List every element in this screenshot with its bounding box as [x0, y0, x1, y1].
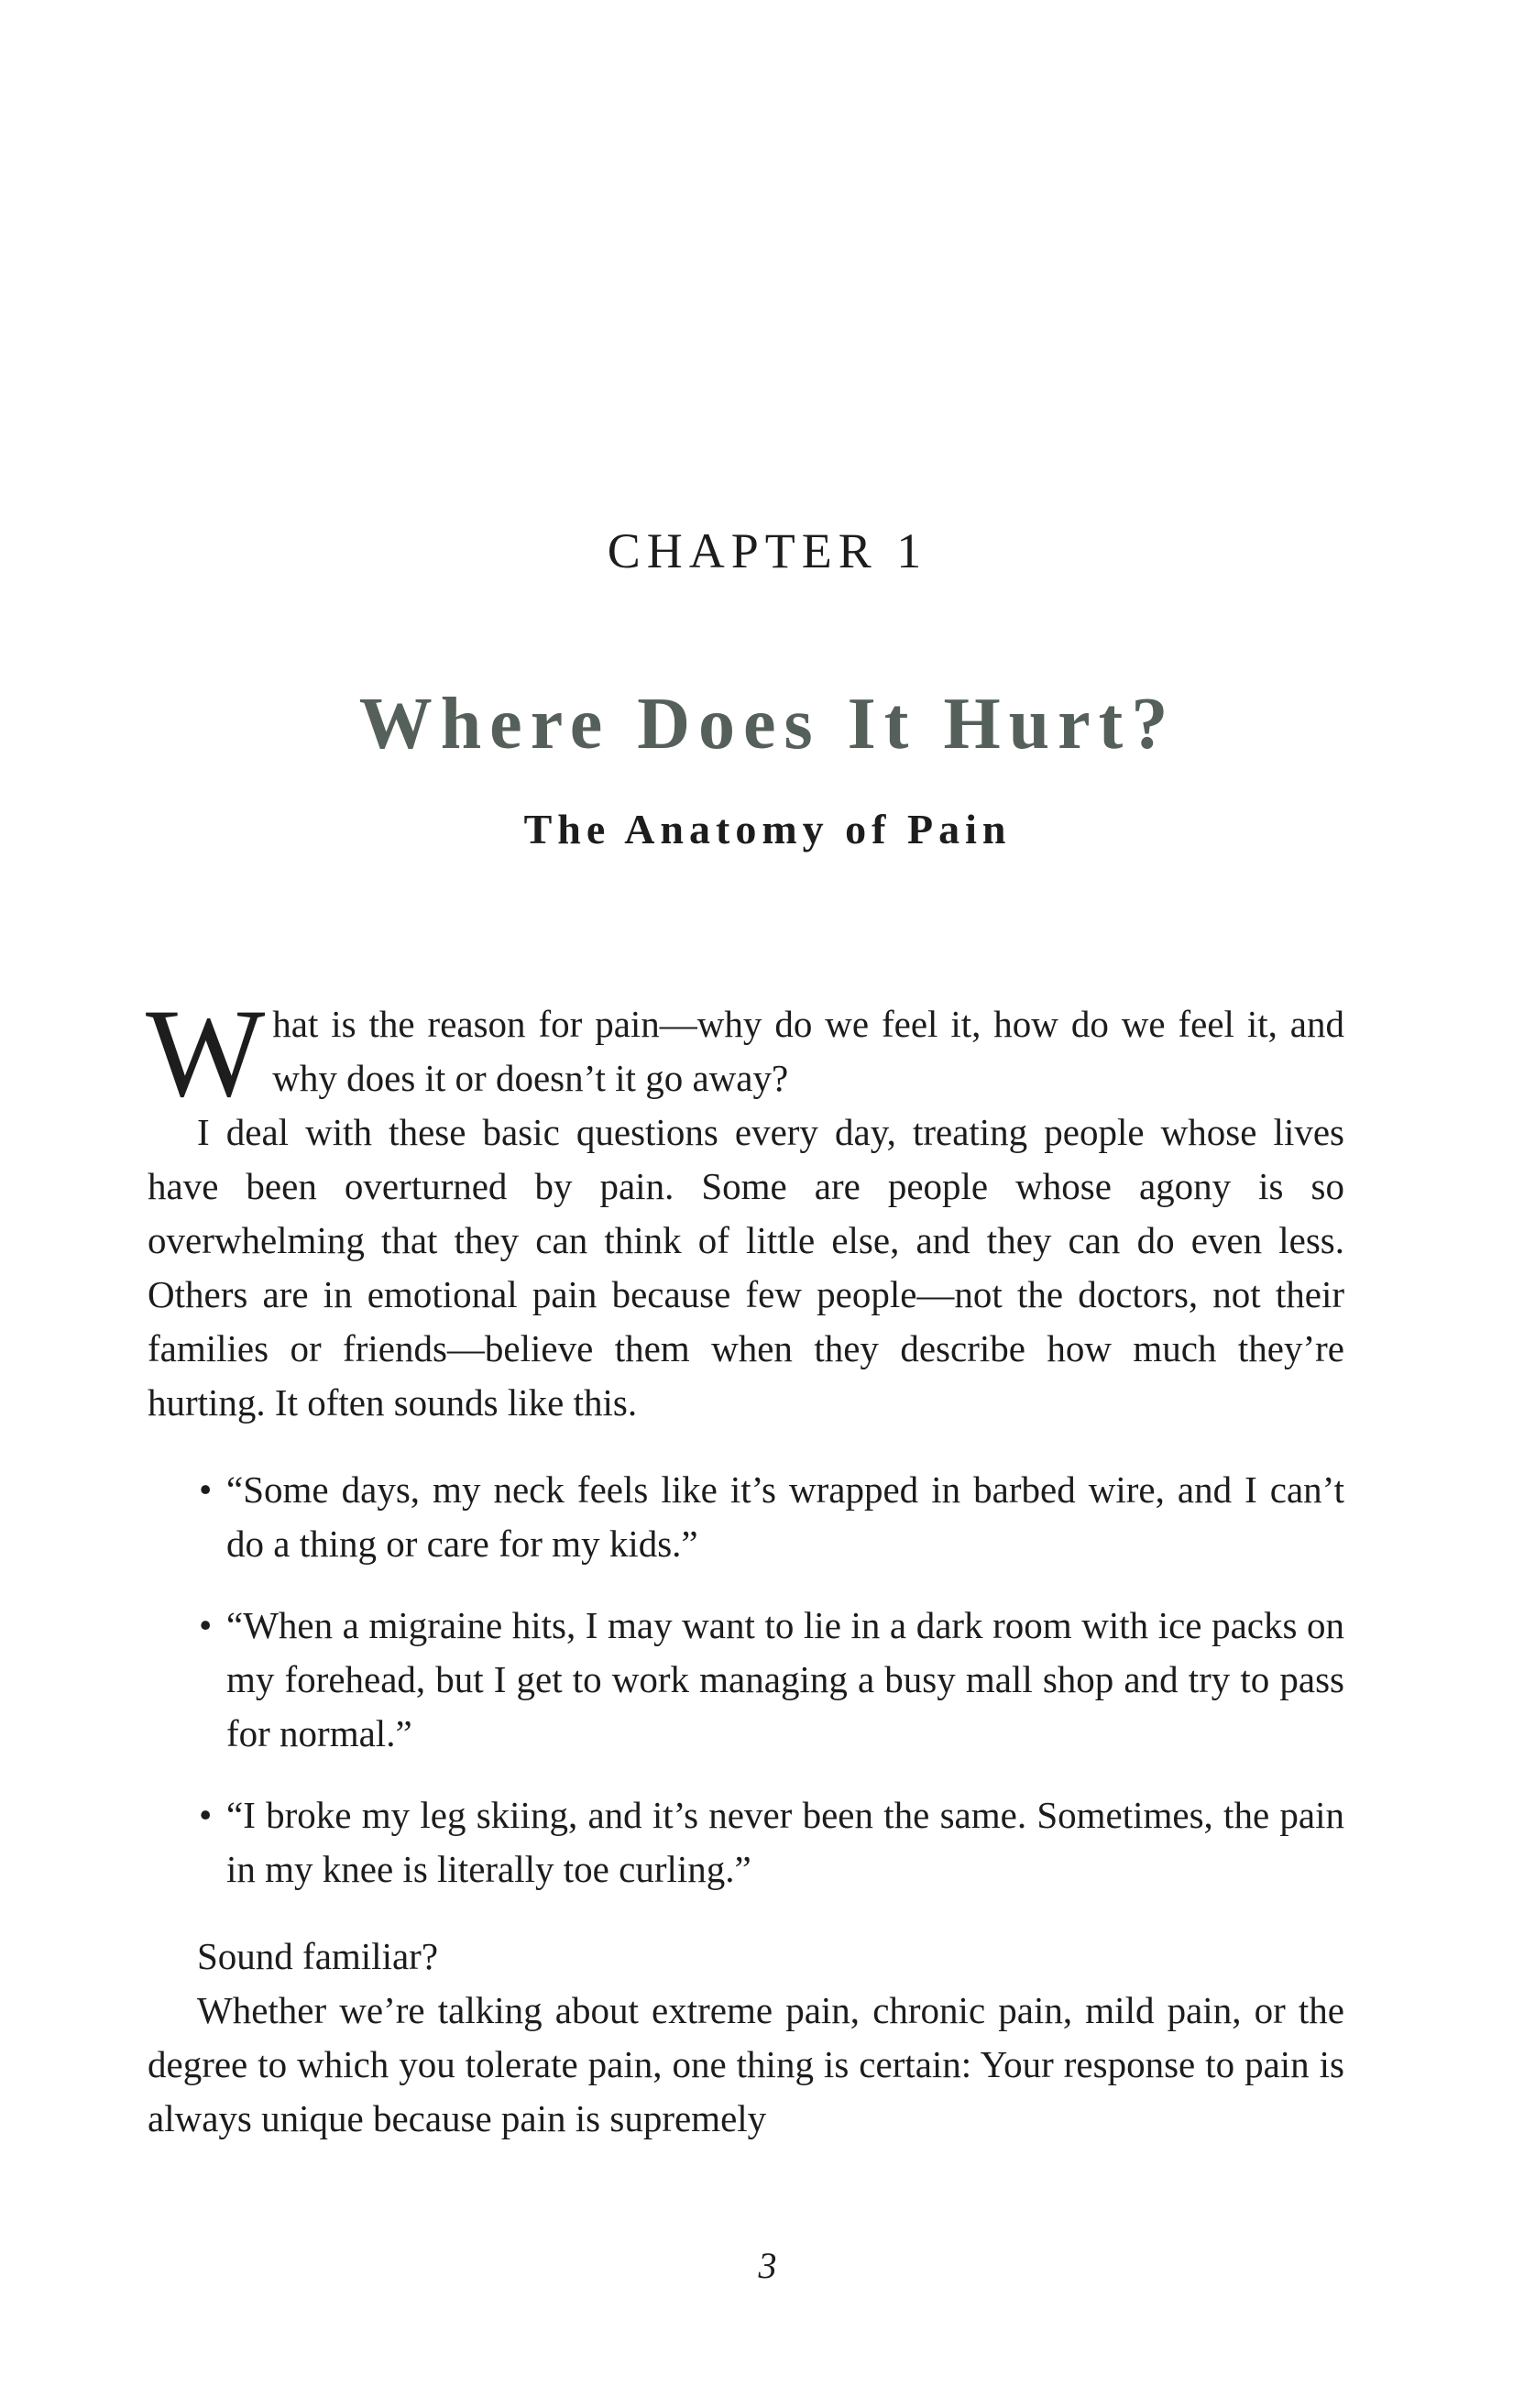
- list-item: [199, 1599, 1344, 1761]
- fourth-paragraph: Whether we’re talking about extreme pain, chronic pain, mild pain, or the degree to which you tolerate pain, one thing is certain: Your response to pain is always unique because pain is supremely: [148, 1989, 1344, 2139]
- list-item-text: “I broke my leg skiing, and it’s never been the same. Sometimes, the pain in my knee is literally toe curling.”: [226, 1794, 1344, 1890]
- opening-paragraph: [146, 983, 1344, 1123]
- chapter-body: [146, 983, 1344, 2146]
- bullet-icon: •: [199, 1604, 213, 1646]
- drop-cap: W: [146, 983, 266, 1123]
- chapter-label: CHAPTER 1: [607, 523, 928, 578]
- page-number: 3: [758, 2245, 777, 2286]
- opening-paragraph-text: hat is the reason for pain—why do we feel it, how do we feel it, and why does it or doesn’t it go away?: [272, 1003, 1344, 1099]
- list-item: [199, 1463, 1344, 1571]
- chapter-subtitle: The Anatomy of Pain: [523, 806, 1012, 852]
- list-item-text: “Some days, my neck feels like it’s wrapped in barbed wire, and I can’t do a thing or care for my kids.”: [226, 1468, 1344, 1565]
- list-item: [199, 1788, 1344, 1897]
- bullet-icon: •: [199, 1468, 213, 1511]
- list-item-text: “When a migraine hits, I may want to lie in a dark room with ice packs on my forehead, but I get to work managing a busy mall shop and try to pass for normal.”: [226, 1604, 1344, 1754]
- chapter-title: Where Does It Hurt?: [358, 684, 1177, 764]
- third-paragraph: Sound familiar?: [197, 1935, 439, 1977]
- second-paragraph: I deal with these basic questions every day, treating people whose lives have been overturned by pain. Some are people whose agony is so overwhelming that they can think of little else, and they can do even less. Others are in emotional pain because few people—not the doctors, not their families or friends—believe them when they describe how much they’re hurting. It often sounds like this.: [148, 1111, 1344, 1424]
- patient-quotes-list: [148, 1463, 1344, 1897]
- bullet-icon: •: [199, 1794, 213, 1836]
